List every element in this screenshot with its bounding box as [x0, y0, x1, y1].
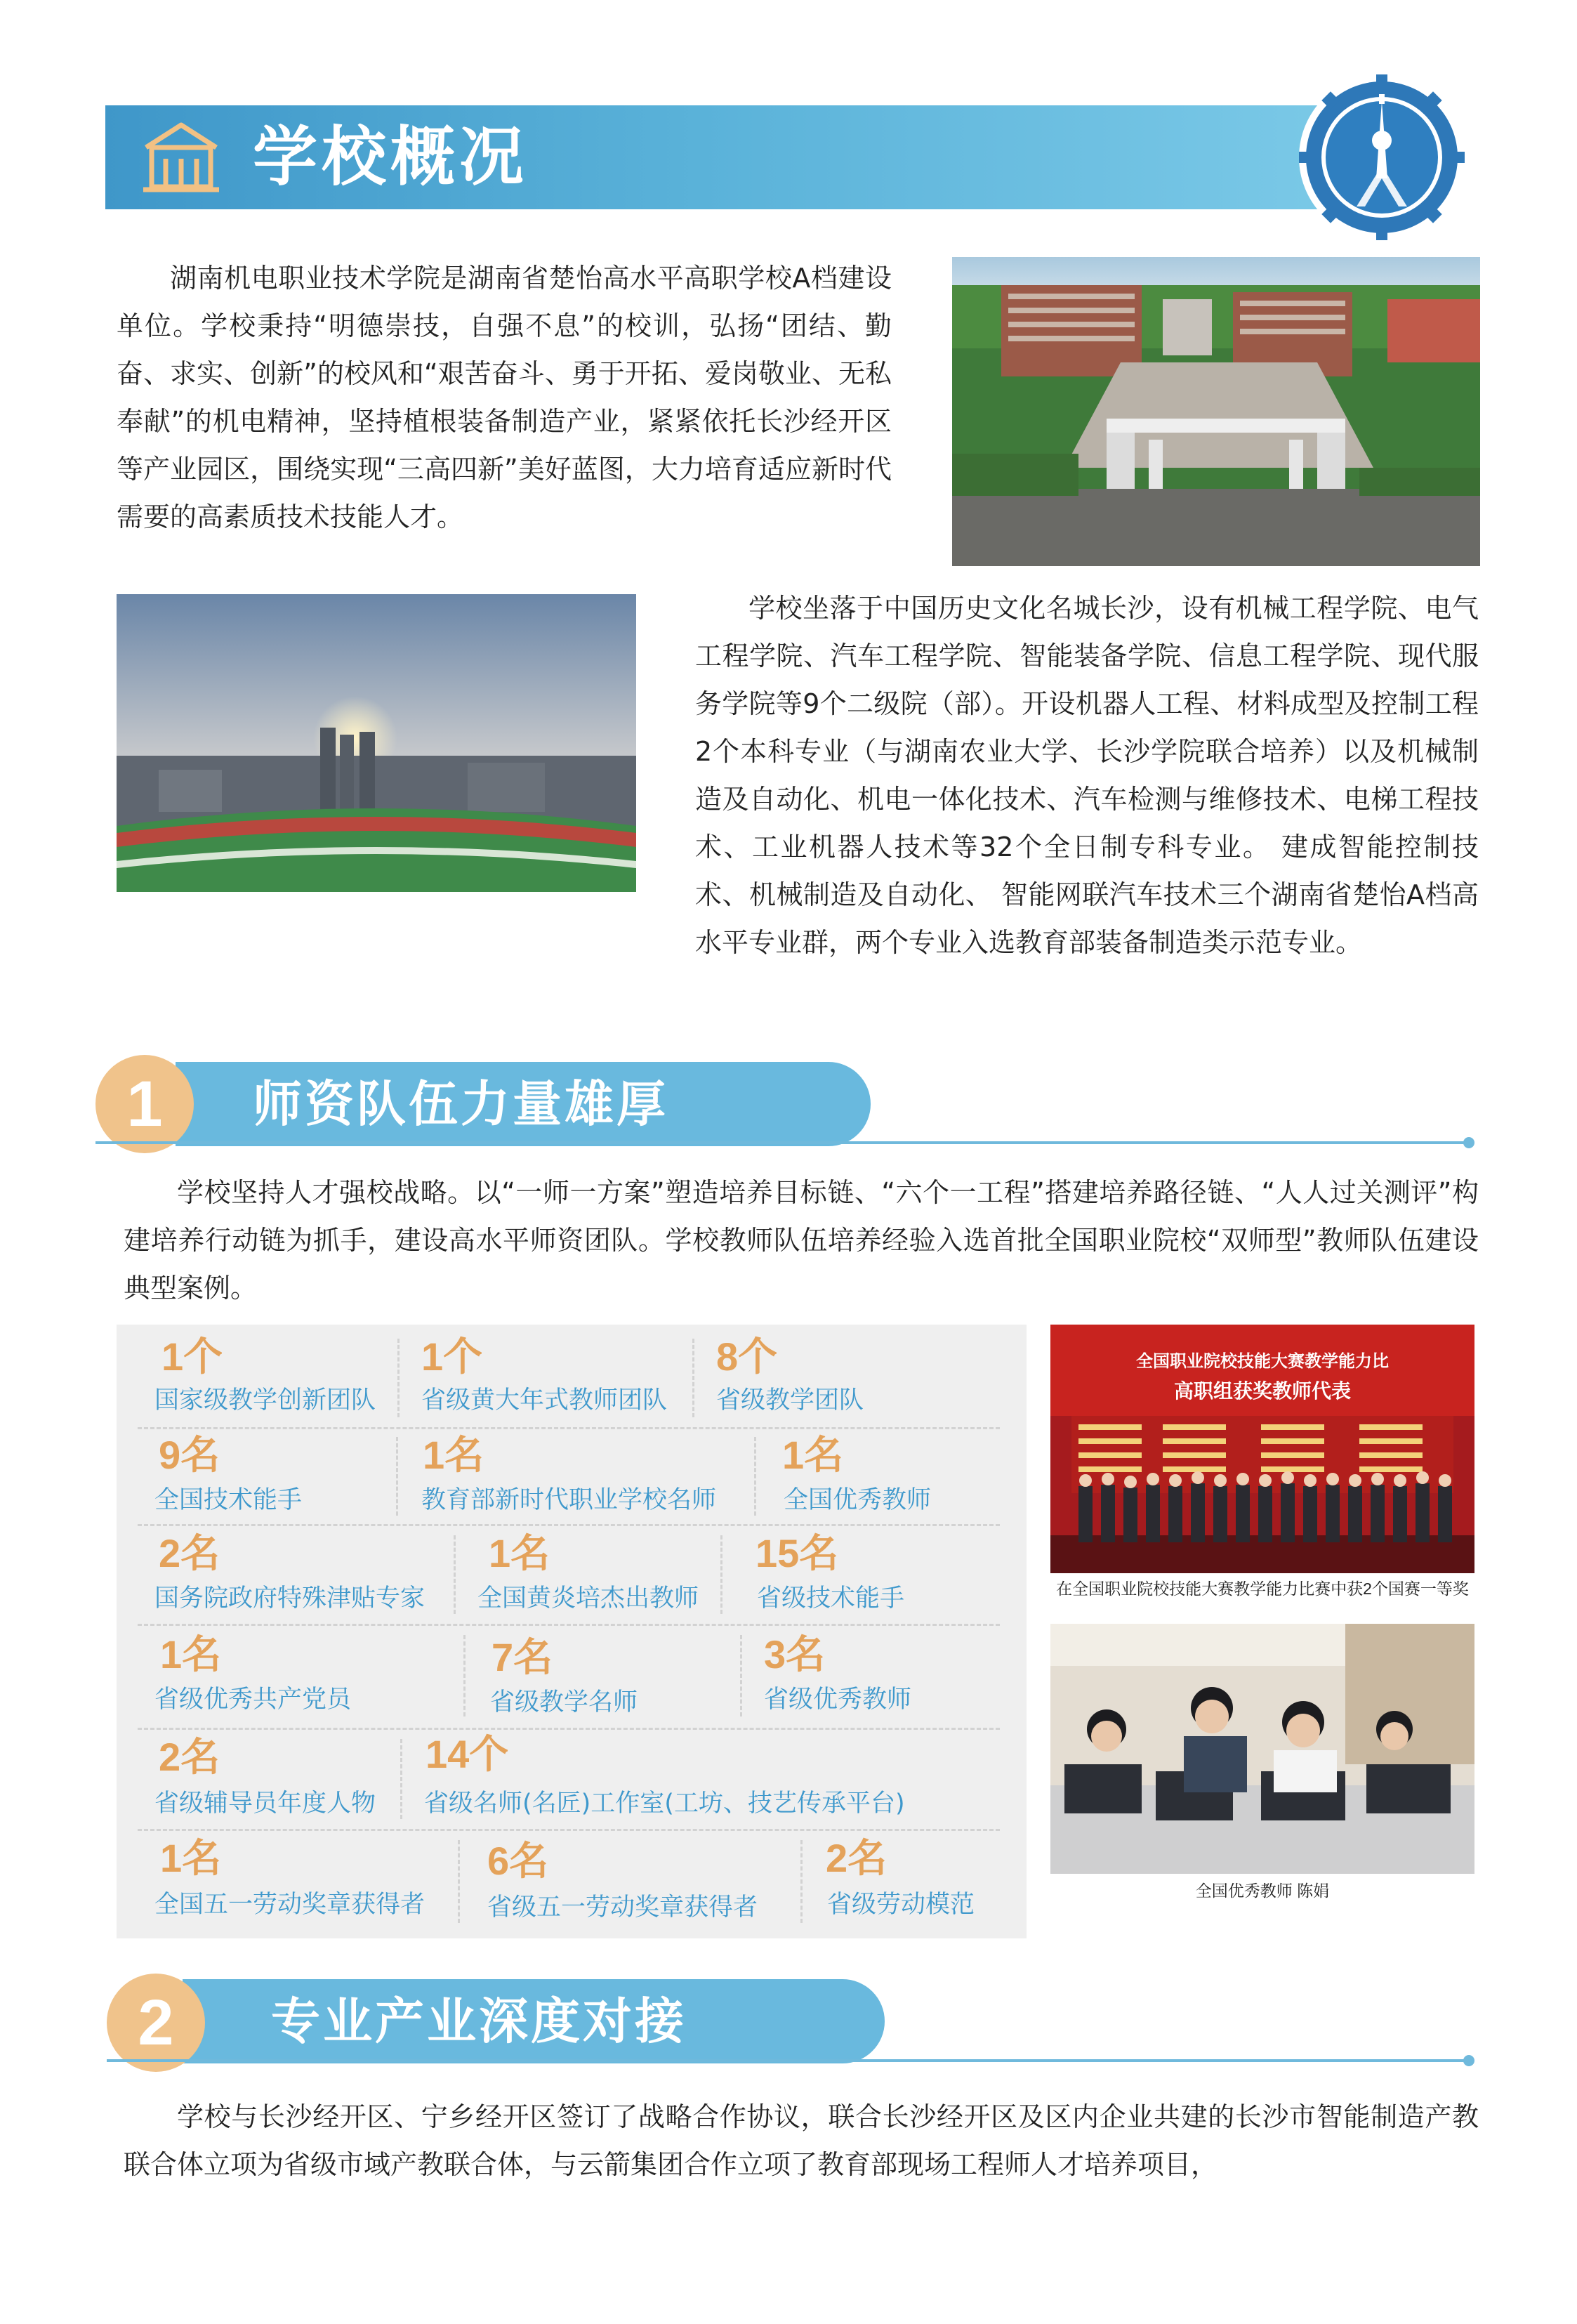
school-building-icon: [140, 119, 222, 194]
award-photo-caption: 在全国职业院校技能大赛教学能力比赛中获2个国赛一等奖: [1056, 1580, 1469, 1598]
section1-text: 学校坚持人才强校战略。以“一师一方案”塑造培养目标链、“六个一工程”搭建培养路径链、“人人过关测评”构建培养行动链为抓手，建设高水平师资团队。学校教师队伍培养经验入选首批全国职业院校“双师型”教师队伍建设典型案例。: [124, 1177, 1479, 1304]
campus-skyline-photo: [117, 594, 636, 892]
stats-row-divider: [138, 1524, 1000, 1526]
stat-number: 1名: [489, 1531, 550, 1575]
section1-divider-dot: [1463, 1137, 1474, 1148]
stats-row-divider: [138, 1728, 1000, 1730]
stats-col-divider: [754, 1437, 756, 1516]
stat-number: 3名: [764, 1632, 826, 1676]
section1-title: 师资队伍力量雄厚: [253, 1075, 668, 1133]
stats-row-divider: [138, 1829, 1000, 1831]
stat-number: 6名: [487, 1839, 549, 1883]
stat-number: 1名: [160, 1632, 222, 1676]
stat-number: 1名: [782, 1433, 844, 1477]
section2-text: 学校与长沙经开区、宁乡经开区签订了战略合作协议，联合长沙经开区及区内企业共建的长沙市智能制造产教联合体立项为省级市域产教联合体，与云箭集团合作立项了教育部现场工程师人才培养项目，: [124, 2101, 1479, 2180]
stat-number: 15名: [755, 1531, 839, 1575]
award-banner-line2: 高职组获奖教师代表: [1173, 1379, 1352, 1403]
teacher-classroom-photo: [1050, 1624, 1474, 1874]
stats-col-divider: [400, 1739, 402, 1819]
award-ceremony-photo: [1050, 1325, 1474, 1573]
stat-label: 省级黄大年式教师团队: [421, 1386, 668, 1414]
stat-number: 1个: [161, 1334, 223, 1379]
stat-number: 9名: [159, 1433, 220, 1477]
section2-divider-dot: [1463, 2055, 1474, 2066]
stats-col-divider: [692, 1339, 694, 1417]
stats-row-divider: [138, 1427, 1000, 1429]
stats-col-divider: [720, 1535, 722, 1614]
award-banner-line1: 全国职业院校技能大赛教学能力比: [1136, 1351, 1389, 1371]
stat-number: 14个: [425, 1732, 509, 1776]
stats-col-divider: [458, 1840, 460, 1923]
section1-number-badge: 1: [95, 1055, 194, 1153]
stat-label: 省级技术能手: [757, 1584, 905, 1613]
stats-col-divider: [463, 1635, 466, 1716]
stat-label: 省级辅导员年度人物: [154, 1790, 376, 1818]
section2-number-badge: 2: [107, 1974, 205, 2072]
stats-row-divider: [138, 1624, 1000, 1626]
overview-title: 学校概况: [253, 119, 529, 195]
overview-location-text: 学校坐落于中国历史文化名城长沙，设有机械工程学院、电气工程学院、汽车工程学院、智能装备学院、信息工程学院、现代服务学院等9个二级院（部）。开设机器人工程、材料成型及控制工程2个本科专业（与湖南农业大学、长沙学院联合培养）以及机械制造及自动化、机电一体化技术、汽车检测与维修技术、电梯工程技术、工业机器人技术等32个全日制专科专业。 建成智能控制技术、机械制造及自动化、 智能网联汽车技术三个湖南省楚怡A档高水平专业群，两个专业入选教育部装备制造类示范专业。: [695, 593, 1479, 958]
stat-number: 8个: [716, 1334, 778, 1379]
stat-label: 省级教学名师: [490, 1688, 638, 1716]
stat-label: 教育部新时代职业学校名师: [421, 1486, 717, 1514]
stat-number: 7名: [491, 1635, 553, 1679]
teacher-photo-caption: 全国优秀教师 陈娟: [1195, 1882, 1330, 1900]
stat-number: 1名: [423, 1433, 484, 1477]
faculty-stats-panel: [117, 1325, 1027, 1938]
stat-label: 省级劳动模范: [827, 1891, 975, 1919]
stats-col-divider: [454, 1535, 456, 1614]
stat-label: 全国技术能手: [154, 1486, 303, 1514]
stat-label: 全国黄炎培杰出教师: [477, 1584, 699, 1613]
section2-divider: [107, 2059, 1465, 2062]
overview-intro-text: 湖南机电职业技术学院是湖南省楚怡高水平高职学校A档建设单位。学校秉持“明德崇技，自强不息”的校训，弘扬“团结、勤奋、求实、创新”的校风和“艰苦奋斗、勇于开拓、爱岗敬业、无私奉献”的机电精神，坚持植根装备制造产业，紧紧依托长沙经开区等产业园区，围绕实现“三高四新”美好蓝图，大力培育适应新时代需要的高素质技术技能人才。: [117, 263, 892, 532]
stat-number: 2名: [159, 1531, 220, 1575]
stat-number: 1名: [160, 1836, 222, 1880]
stat-label: 全国优秀教师: [784, 1486, 932, 1514]
stat-label: 国家级教学创新团队: [154, 1386, 376, 1414]
stats-col-divider: [397, 1339, 400, 1417]
campus-gate-photo: [952, 257, 1480, 566]
stat-label: 省级五一劳动奖章获得者: [487, 1893, 758, 1922]
stats-col-divider: [740, 1635, 742, 1716]
stat-label: 省级名师(名匠)工作室(工坊、技艺传承平台): [424, 1790, 905, 1818]
stat-label: 省级优秀共产党员: [154, 1686, 352, 1714]
section2-title: 专业产业深度对接: [271, 1993, 687, 2050]
stat-label: 省级教学团队: [716, 1386, 864, 1414]
stat-number: 2名: [826, 1836, 888, 1880]
stats-col-divider: [800, 1840, 803, 1923]
stat-label: 国务院政府特殊津贴专家: [154, 1584, 425, 1613]
stat-number: 2名: [159, 1735, 220, 1779]
school-seal-icon: [1298, 73, 1466, 242]
stat-label: 省级优秀教师: [764, 1686, 912, 1714]
stats-col-divider: [396, 1437, 398, 1516]
stat-label: 全国五一劳动奖章获得者: [154, 1891, 425, 1919]
section1-divider: [95, 1141, 1465, 1144]
stat-number: 1个: [421, 1334, 483, 1379]
